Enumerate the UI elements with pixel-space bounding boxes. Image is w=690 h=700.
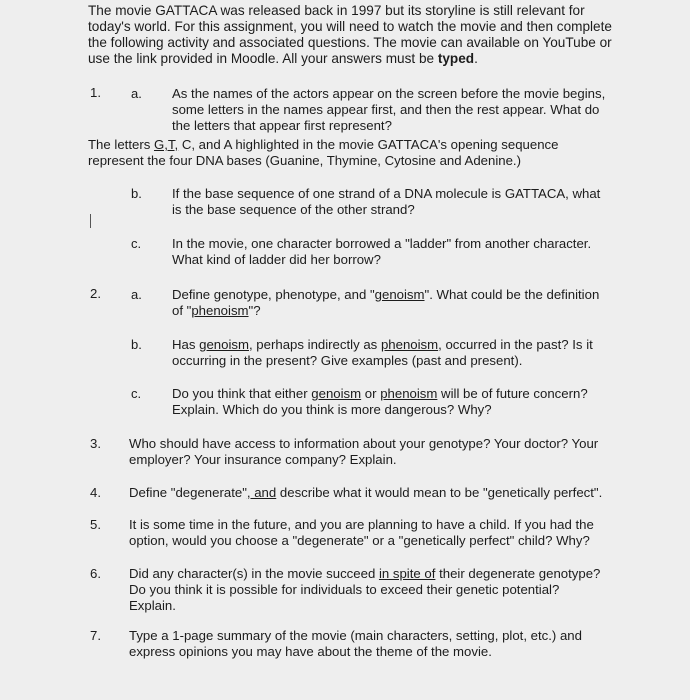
q1a-answer-post: C, and A highlighted in the movie GATTACA's opening sequence — [178, 137, 559, 152]
q1a-answer-underlined: G,T, — [153, 137, 179, 152]
intro-line-4 — [88, 51, 478, 67]
q1a-letter: a. — [131, 86, 142, 101]
q6-line-1-pre: Did any character(s) in the movie succeed — [129, 566, 379, 581]
q2b-line-1-mid: , perhaps indirectly as — [248, 337, 381, 352]
q2c-line-1-mid: or — [361, 386, 381, 401]
intro-line-4-end: . — [474, 51, 478, 66]
q3-number: 3. — [90, 436, 101, 451]
q1c-letter: c. — [131, 236, 142, 251]
q2a-line-2 — [172, 303, 261, 319]
q1c-line-1: In the movie, one character borrowed a "ladder" from another character. — [172, 236, 592, 251]
q4-number: 4. — [90, 485, 101, 500]
q7-number: 7. — [90, 628, 101, 643]
q1-number: 1. — [90, 85, 101, 100]
q2a-genoism: genoism — [374, 287, 425, 302]
q6-line-1-post: their degenerate genotype? — [435, 566, 601, 581]
q6-line-2: Do you think it is possible for individuals to exceed their genetic potential? — [129, 582, 560, 597]
q2-number: 2. — [90, 286, 101, 301]
q5-line-1: It is some time in the future, and you are planning to have a child. If you had the — [129, 517, 594, 532]
q3-line-2: employer? Your insurance company? Explain. — [129, 452, 397, 467]
q2c-line-2: Explain. Which do you think is more dangerous? Why? — [172, 402, 492, 417]
q1c-line-2: What kind of ladder did her borrow? — [172, 252, 381, 267]
q2c-letter: c. — [131, 386, 142, 401]
q2c-phenoism: phenoism — [380, 386, 438, 401]
q2c-line-1 — [172, 386, 588, 402]
q1b-line-1: If the base sequence of one strand of a DNA molecule is GATTACA, what — [172, 186, 601, 201]
intro-line-3: the following activity and associated questions. The movie can available on YouTube or — [88, 35, 612, 50]
q1a-answer-pre: The letters — [88, 137, 154, 152]
q2b-line-1-pre: Has — [172, 337, 200, 352]
q2a-line-1 — [172, 287, 599, 303]
q4-and-underlined: , and — [246, 485, 277, 500]
q1a-line-2: some letters in the names appear first, and then the rest appear. What do — [172, 102, 600, 117]
intro-line-2: today's world. For this assignment, you will need to watch the movie and then complete — [88, 19, 612, 34]
q2b-line-1-post: , occurred in the past? Is it — [438, 337, 593, 352]
q1a-line-1: As the names of the actors appear on the screen before the movie begins, — [172, 86, 606, 101]
q2b-line-1 — [172, 337, 593, 353]
intro-typed-bold: typed — [437, 51, 475, 66]
q4-line-1 — [129, 485, 602, 501]
q5-line-2: option, would you choose a "degenerate" or a "genetically perfect" child? Why? — [129, 533, 590, 548]
q2b-phenoism: phenoism — [380, 337, 439, 352]
q6-line-1 — [129, 566, 600, 582]
q1a-answer-line-1 — [88, 137, 558, 153]
q6-number: 6. — [90, 566, 101, 581]
q3-line-1: Who should have access to information about your genotype? Your doctor? Your — [129, 436, 599, 451]
q1b-line-2: is the base sequence of the other strand? — [172, 202, 415, 217]
q1a-answer-line-2: represent the four DNA bases (Guanine, Thymine, Cytosine and Adenine.) — [88, 153, 521, 168]
intro-line-1: The movie GATTACA was released back in 1997 but its storyline is still relevant for — [88, 3, 585, 18]
margin-mark — [90, 214, 91, 228]
q5-number: 5. — [90, 517, 101, 532]
q2c-line-1-pre: Do you think that either — [172, 386, 312, 401]
q6-in-spite-of: in spite of — [378, 566, 436, 581]
q2a-letter: a. — [131, 287, 142, 302]
q2b-line-2: occurring in the present? Give examples (past and present). — [172, 353, 523, 368]
q1b-letter: b. — [131, 186, 142, 201]
q7-line-2: express opinions you may have about the theme of the movie. — [129, 644, 492, 659]
q2c-line-1-post: will be of future concern? — [437, 386, 588, 401]
q2a-line-2-pre: of " — [172, 303, 192, 318]
q1a-line-3: the letters that appear first represent? — [172, 118, 392, 133]
q2b-genoism: genoism — [199, 337, 249, 352]
q4-line-1-post: describe what it would mean to be "genetically perfect". — [276, 485, 603, 500]
q2a-line-2-post: "? — [248, 303, 261, 318]
q7-line-1: Type a 1-page summary of the movie (main characters, setting, plot, etc.) and — [129, 628, 582, 643]
q6-line-3: Explain. — [129, 598, 176, 613]
q4-line-1-pre: Define "degenerate" — [129, 485, 247, 500]
q2a-line-1-pre: Define genotype, phenotype, and " — [172, 287, 375, 302]
intro-line-4-text: use the link provided in Moodle. All your answers must be — [88, 51, 438, 66]
q2a-phenoism: phenoism — [191, 303, 249, 318]
q2b-letter: b. — [131, 337, 142, 352]
q2c-genoism: genoism — [311, 386, 362, 401]
q2a-line-1-post: ". What could be the definition — [424, 287, 600, 302]
